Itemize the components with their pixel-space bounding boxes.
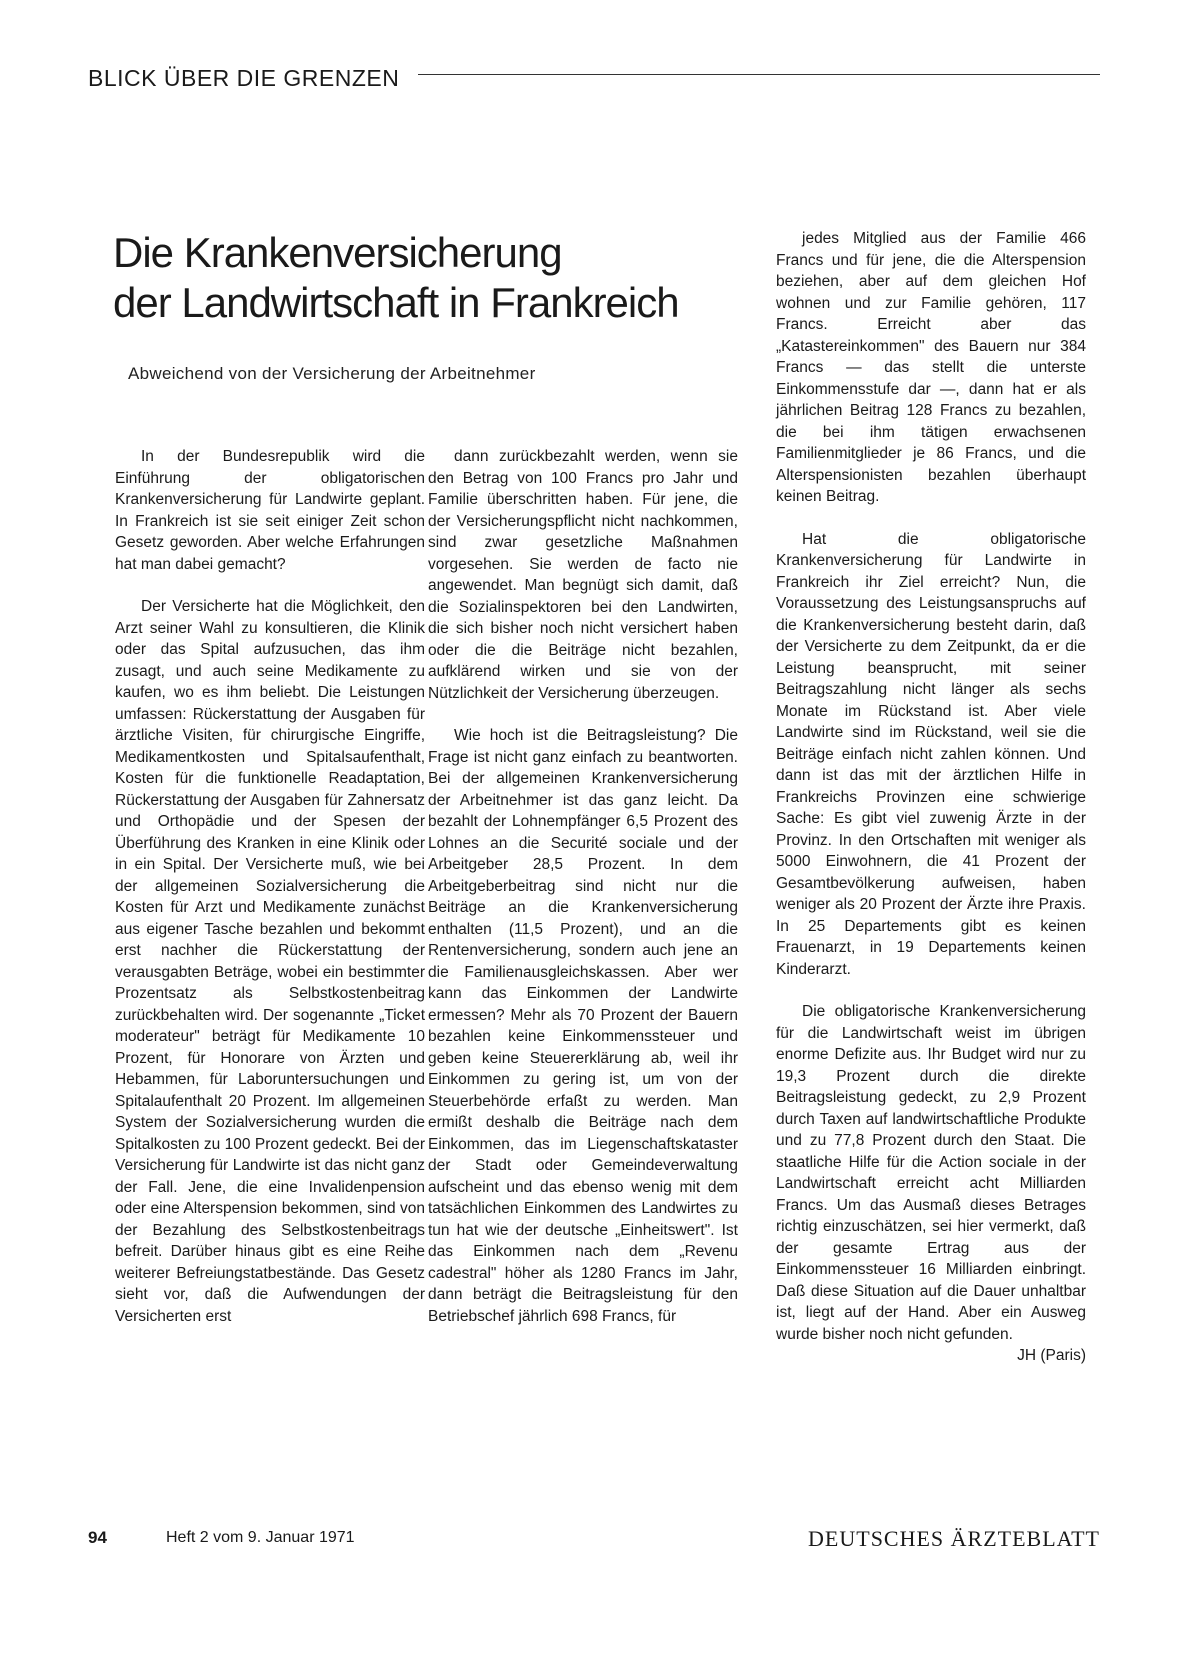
paragraph: Hat die obligatorische Krankenversicherung für Landwirte in Frankreich ihr Ziel erreicht? Nun, die Voraussetzung des Leistungsanspruchs auf die Krankenversicherung besteht darin, daß der Versicherte zu dem Zeitpunkt, da er die Leistung beansprucht, mit seiner Beitragszahlung nicht länger als sechs Monate im Rückstand ist. Aber viele Landwirte sind im Rückstand, weil sie die Beiträge einfach nicht zahlen können. Und dann ist das mit der ärztlichen Hilfe in Frankreichs Provinzen eine schwierige Sache: Es gibt viel zuwenig Ärzte in der Provinz. In den Ortschaften mit weniger als 5000 Einwohnern, die 41 Prozent der Gesamtbevölkerung aufweisen, haben weniger als 20 Prozent der Ärzte ihre Praxis. In 25 Departements gibt es keinen Frauenarzt, in 19 Departements keinen Kinderarzt. bbox=[776, 530, 1086, 978]
article-subtitle: Abweichend von der Versicherung der Arbeitnehmer bbox=[128, 364, 536, 383]
paragraph: In der Bundesrepublik wird die Einführung der obligatorischen Krankenversicherung für Landwirte geplant. In Frankreich ist sie seit einiger Zeit schon Gesetz geworden. Aber welche Erfahrungen hat man dabei gemacht? bbox=[115, 448, 425, 573]
article-title-line-2: der Landwirtschaft in Frankreich bbox=[113, 279, 679, 326]
paragraph: dann zurückbezahlt werden, wenn sie den Betrag von 100 Francs pro Jahr und Familie überschritten haben. Für jene, die der Versicherungspflicht nicht nachkommen, sind zwar gesetzliche Maßnahmen vorgesehen. Sie werden de facto nie angewendet. Man begnügt sich damit, daß die Sozialinspektoren bei den Landwirten, die sich bisher noch nicht versichert haben oder die die Beiträge nicht bezahlen, aufklärend wirken und sie von der Nützlichkeit der Versicherung überzeugen. bbox=[428, 448, 738, 702]
section-rule bbox=[418, 74, 1100, 75]
author-signature: JH (Paris) bbox=[1017, 1347, 1086, 1364]
paragraph-text: Die obligatorische Krankenversicherung für die Landwirtschaft weist im übrigen enorme Defizite aus. Ihr Budget wird nur zu 19,3 Prozent durch die direkte Beitragsleistung gedeckt, zu 2,9 Prozent durch Taxen auf landwirtschaftliche Produkte und zu 77,8 Prozent durch den Staat. Die staatliche Hilfe für die Action sociale in der Landwirtschaft erreicht acht Milliarden Francs. Um das Ausmaß dieses Betrages richtig einzuschätzen, sei hier vermerkt, daß der gesamte Ertrag aus der Einkommenssteuer 16 Milliarden einbringt. Daß diese Situation auf die Dauer unhaltbar ist, liegt auf der Hand. Aber ein Ausweg wurde bisher noch nicht gefunden. bbox=[776, 1003, 1086, 1343]
article-title-line-1: Die Krankenversicherung bbox=[113, 229, 562, 276]
paragraph bbox=[776, 1001, 1086, 1367]
journal-name: DEUTSCHES ÄRZTEBLATT bbox=[808, 1526, 1100, 1551]
text-column-1 bbox=[115, 446, 425, 1348]
section-title: BLICK ÜBER DIE GRENZEN bbox=[88, 64, 405, 92]
article-title bbox=[113, 228, 753, 328]
paragraph: jedes Mitglied aus der Familie 466 Francs und für jene, die die Alterspension beziehen, aber auf dem gleichen Hof wohnen und zur Familie gehören, 117 Francs. Erreicht aber das „Katastereinkommen" des Bauern nur 384 Francs — das stellt die unterste Einkommensstufe dar —, dann hat er als jährlichen Beitrag 128 Francs zu bezahlen, die bei ihm tätigen erwachsenen Familienmitglieder je 86 Francs, und die Alterspensionisten bezahlen überhaupt keinen Beitrag. bbox=[776, 230, 1086, 505]
page-footer bbox=[88, 1528, 1100, 1554]
paragraph: Der Versicherte hat die Möglichkeit, den Arzt seiner Wahl zu konsultieren, die Klinik oder das Spital aufzusuchen, das ihm zusagt, und auch seine Medikamente zu kaufen, wo es ihm beliebt. Die Leistungen umfassen: Rückerstattung der Ausgaben für ärztliche Visiten, für chirurgische Eingriffe, Medikamentkosten und Spitalsaufenthalt, Kosten für die funktionelle Readaptation, Rückerstattung der Ausgaben für Zahnersatz und Orthopädie und der Spesen der Überführung des Kranken in eine Klinik oder in ein Spital. Der Versicherte muß, wie bei der allgemeinen Sozialversicherung die Kosten für Arzt und Medikamente zunächst aus eigener Tasche bezahlen und bekommt erst nachher die Rückerstattung der verausgabten Beträge, wobei ein bestimmter Prozentsatz als Selbstkostenbeitrag zurückbehalten wird. Der sogenannte „Ticket moderateur" beträgt für Medikamente 10 Prozent, für Honorare von Ärzten und Hebammen, für Laboruntersuchungen und Spitalaufenthalt 20 Prozent. Im allgemeinen System der Sozialversicherung wurden die Spitalkosten zu 100 Prozent gedeckt. Bei der Versicherung für Landwirte ist das nicht ganz der Fall. Jene, die eine Invalidenpension oder eine Alterspension bekommen, sind von der Bezahlung des Selbstkostenbeitrags befreit. Darüber hinaus gibt es eine Reihe weiterer Befreiungstatbestände. Das Gesetz sieht vor, daß die Aufwendungen der Versicherten erst bbox=[115, 598, 425, 1325]
page-number: 94 bbox=[88, 1528, 107, 1547]
paragraph: Wie hoch ist die Beitragsleistung? Die Frage ist nicht ganz einfach zu beantworten. Bei der allgemeinen Krankenversicherung der Arbeitnehmer ist das ganz leicht. Da bezahlt der Lohnempfänger 6,5 Prozent des Lohnes an die Securité sociale und der Arbeitgeber 28,5 Prozent. In dem Arbeitgeberbeitrag sind nicht nur die Beiträge an die Krankenversicherung enthalten (11,5 Prozent), und an die Rentenversicherung, sondern auch jene an die Familienausgleichskassen. Aber wer kann das Einkommen der Landwirte ermessen? Mehr als 70 Prozent der Bauern bezahlen keine Einkommenssteuer und geben keine Steuererklärung ab, weil ihr Einkommen zu gering ist, um von der Steuerbehörde erfaßt zu werden. Man ermißt deshalb die Beiträge nach dem Einkommen, das im Liegenschaftskataster der Stadt oder Gemeindeverwaltung aufscheint und das ebenso wenig mit dem tatsächlichen Einkommen des Landwirtes zu tun hat wie der deutsche „Einheitswert". Ist das Einkommen nach dem „Revenu cadestral" höher als 1280 Francs im Jahr, dann beträgt die Beitragsleistung für den Betriebschef jährlich 698 Francs, für bbox=[428, 727, 738, 1325]
issue-info: Heft 2 vom 9. Januar 1971 bbox=[166, 1529, 355, 1546]
text-column-2 bbox=[428, 446, 738, 1348]
section-header bbox=[88, 64, 1100, 92]
text-column-3 bbox=[776, 228, 1086, 1367]
